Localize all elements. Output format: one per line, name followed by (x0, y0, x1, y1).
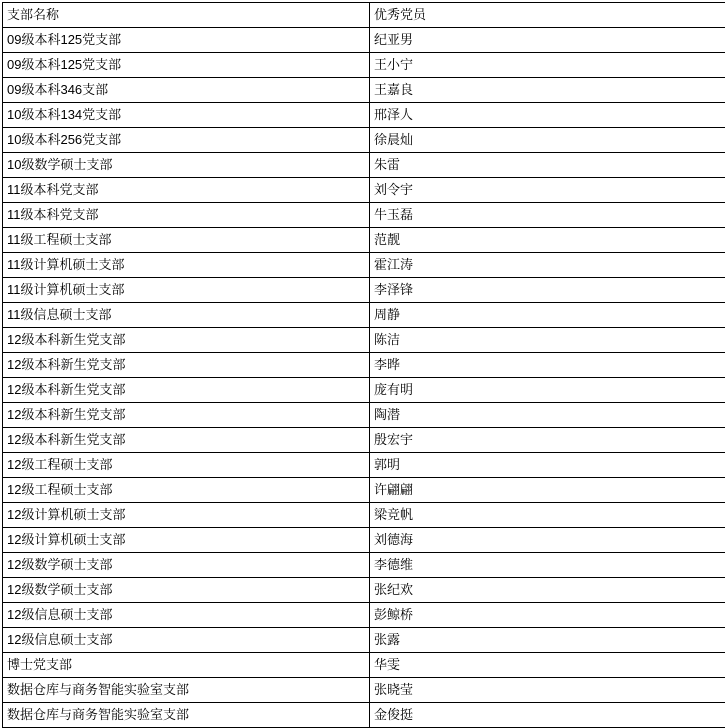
cell-member-name: 霍江涛 (370, 253, 725, 278)
cell-branch-name: 12级信息硕士支部 (3, 628, 370, 653)
cell-member-name: 陶潜 (370, 403, 725, 428)
table-row (3, 478, 725, 503)
table-row (3, 378, 725, 403)
cell-member-name: 张纪欢 (370, 578, 725, 603)
cell-member-name: 张露 (370, 628, 725, 653)
cell-member-name: 殷宏宇 (370, 428, 725, 453)
table-row (3, 103, 725, 128)
table-row (3, 28, 725, 53)
table-header-row (3, 3, 725, 28)
cell-branch-name: 11级计算机硕士支部 (3, 253, 370, 278)
cell-branch-name: 12级本科新生党支部 (3, 428, 370, 453)
table-row (3, 353, 725, 378)
party-members-table (2, 2, 725, 728)
table-row (3, 528, 725, 553)
table-row (3, 153, 725, 178)
cell-member-name: 李晔 (370, 353, 725, 378)
cell-branch-name: 12级数学硕士支部 (3, 578, 370, 603)
column-header-branch: 支部名称 (3, 3, 370, 28)
table-row (3, 628, 725, 653)
cell-branch-name: 博士党支部 (3, 653, 370, 678)
cell-member-name: 徐晨灿 (370, 128, 725, 153)
cell-member-name: 王小宁 (370, 53, 725, 78)
cell-member-name: 华雯 (370, 653, 725, 678)
cell-member-name: 李德维 (370, 553, 725, 578)
table-row (3, 703, 725, 728)
table-row (3, 553, 725, 578)
table-row (3, 303, 725, 328)
cell-branch-name: 12级计算机硕士支部 (3, 503, 370, 528)
column-header-member: 优秀党员 (370, 3, 725, 28)
cell-branch-name: 数据仓库与商务智能实验室支部 (3, 703, 370, 728)
cell-branch-name: 12级工程硕士支部 (3, 453, 370, 478)
table-row (3, 603, 725, 628)
cell-member-name: 李泽锋 (370, 278, 725, 303)
cell-branch-name: 12级信息硕士支部 (3, 603, 370, 628)
table-row (3, 203, 725, 228)
table-row (3, 328, 725, 353)
cell-branch-name: 10级本科134党支部 (3, 103, 370, 128)
cell-branch-name: 09级本科346支部 (3, 78, 370, 103)
cell-member-name: 陈洁 (370, 328, 725, 353)
cell-branch-name: 12级本科新生党支部 (3, 353, 370, 378)
cell-member-name: 许翩翩 (370, 478, 725, 503)
cell-branch-name: 09级本科125党支部 (3, 53, 370, 78)
cell-member-name: 郭明 (370, 453, 725, 478)
cell-member-name: 张晓莹 (370, 678, 725, 703)
cell-member-name: 王嘉良 (370, 78, 725, 103)
cell-member-name: 周静 (370, 303, 725, 328)
table-row (3, 403, 725, 428)
table-row (3, 578, 725, 603)
table-row (3, 278, 725, 303)
cell-branch-name: 10级本科256党支部 (3, 128, 370, 153)
cell-branch-name: 12级本科新生党支部 (3, 378, 370, 403)
table-row (3, 128, 725, 153)
cell-member-name: 刘令宇 (370, 178, 725, 203)
table-row (3, 428, 725, 453)
cell-member-name: 邢泽人 (370, 103, 725, 128)
table-body (3, 3, 725, 728)
cell-member-name: 纪亚男 (370, 28, 725, 53)
table-row (3, 453, 725, 478)
cell-branch-name: 11级本科党支部 (3, 178, 370, 203)
cell-branch-name: 11级信息硕士支部 (3, 303, 370, 328)
cell-branch-name: 12级计算机硕士支部 (3, 528, 370, 553)
table-row (3, 678, 725, 703)
cell-branch-name: 12级本科新生党支部 (3, 328, 370, 353)
cell-branch-name: 10级数学硕士支部 (3, 153, 370, 178)
document-body (0, 2, 725, 728)
table-row (3, 228, 725, 253)
cell-branch-name: 11级计算机硕士支部 (3, 278, 370, 303)
table-row (3, 653, 725, 678)
cell-member-name: 彭鲸桥 (370, 603, 725, 628)
cell-branch-name: 11级工程硕士支部 (3, 228, 370, 253)
table-row (3, 503, 725, 528)
cell-branch-name: 数据仓库与商务智能实验室支部 (3, 678, 370, 703)
cell-member-name: 牛玉磊 (370, 203, 725, 228)
table-row (3, 253, 725, 278)
table-row (3, 53, 725, 78)
cell-member-name: 庞有明 (370, 378, 725, 403)
cell-branch-name: 12级工程硕士支部 (3, 478, 370, 503)
table-row (3, 178, 725, 203)
cell-member-name: 朱雷 (370, 153, 725, 178)
cell-branch-name: 11级本科党支部 (3, 203, 370, 228)
cell-member-name: 刘德海 (370, 528, 725, 553)
cell-member-name: 范靓 (370, 228, 725, 253)
cell-member-name: 金俊挺 (370, 703, 725, 728)
cell-branch-name: 12级本科新生党支部 (3, 403, 370, 428)
table-row (3, 78, 725, 103)
cell-branch-name: 09级本科125党支部 (3, 28, 370, 53)
cell-member-name: 梁竞帆 (370, 503, 725, 528)
cell-branch-name: 12级数学硕士支部 (3, 553, 370, 578)
